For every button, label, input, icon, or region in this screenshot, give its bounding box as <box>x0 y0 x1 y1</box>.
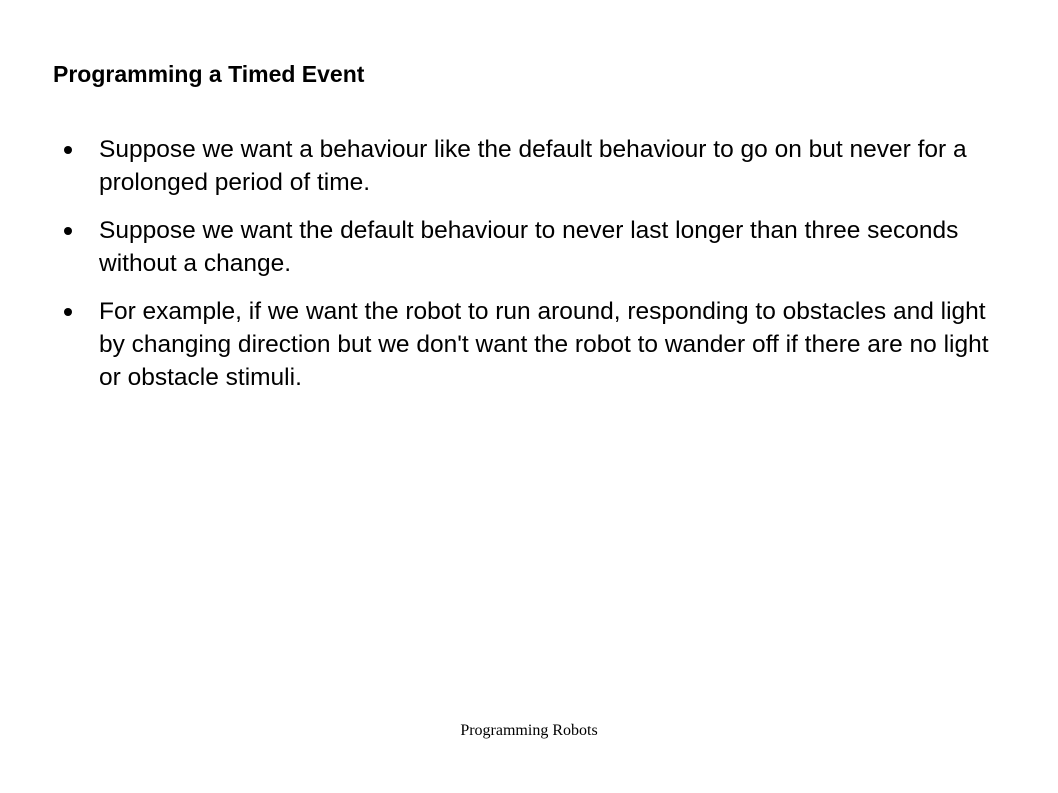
bullet-item <box>0 295 999 394</box>
bullet-text: Suppose we want a behaviour like the default behaviour to go on but never for a prolonged period of time. <box>99 136 967 196</box>
slide-title: Programming a Timed Event <box>53 61 365 87</box>
bullet-text: Suppose we want the default behaviour to never last longer than three seconds without a change. <box>99 217 959 277</box>
bullet-list <box>0 133 999 409</box>
bullet-dot-icon <box>64 146 72 154</box>
bullet-text: For example, if we want the robot to run around, responding to obstacles and light by changing direction but we don't want the robot to wander off if there are no light or obstacle stimuli. <box>99 298 989 391</box>
bullet-item <box>0 214 999 280</box>
bullet-item <box>0 133 999 199</box>
slide-footer: Programming Robots <box>460 722 598 739</box>
bullet-dot-icon <box>64 227 72 235</box>
bullet-dot-icon <box>64 308 72 316</box>
